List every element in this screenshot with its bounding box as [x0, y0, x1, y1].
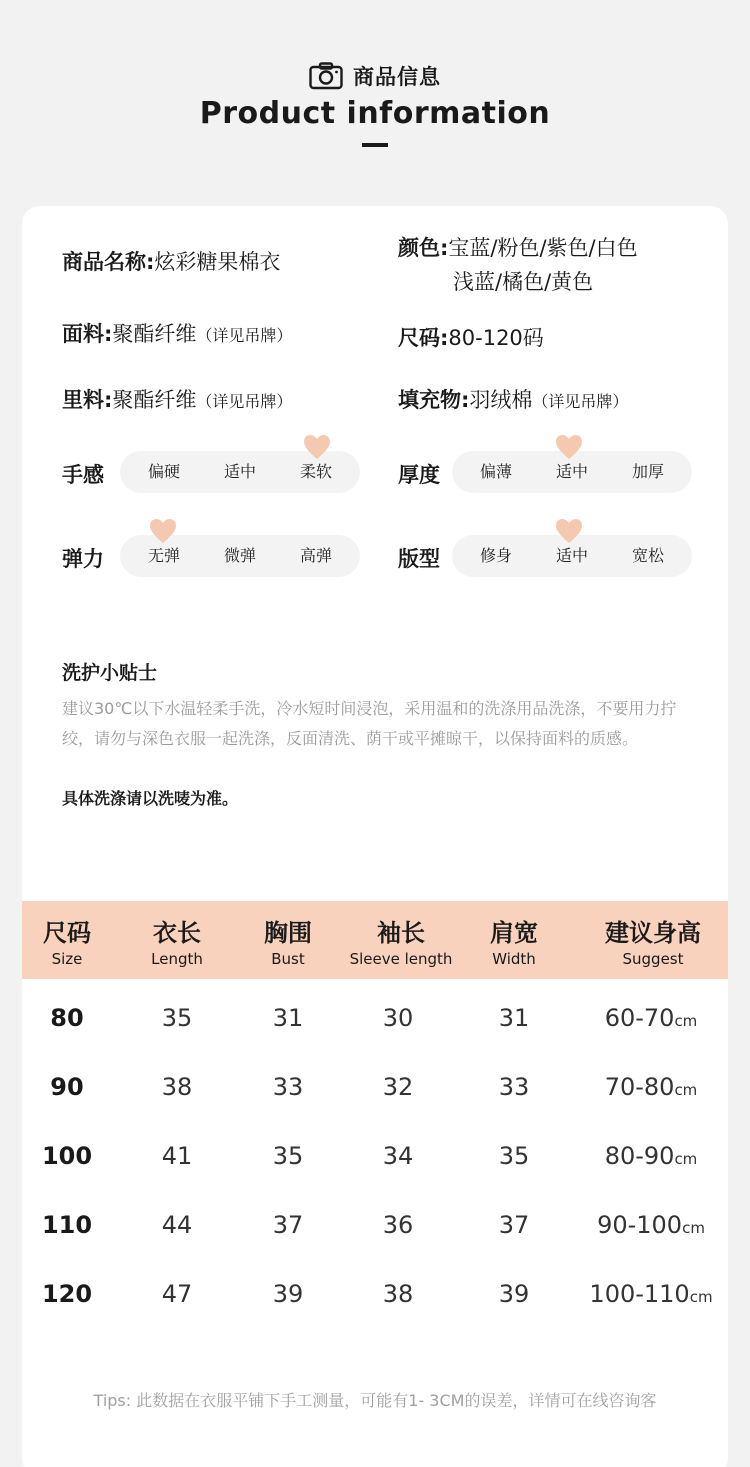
- table-cell: 31: [498, 1004, 530, 1032]
- column-header-cn: 胸围: [264, 919, 312, 947]
- product-name: [62, 246, 280, 276]
- care-tips-title: 洗护小贴士: [62, 662, 158, 684]
- product-color-label: 颜色:: [398, 236, 449, 260]
- column-header-en: Sleeve length: [349, 950, 453, 968]
- height-range: 90-100: [597, 1211, 683, 1239]
- measurement-footnote: Tips: 此数据在衣服平铺下手工测量，可能有1- 3CM的误差，详情可在线咨询客: [93, 1391, 657, 1410]
- column-header-cn: 肩宽: [490, 919, 538, 947]
- attr-option: 偏薄: [479, 462, 512, 481]
- heart-icon: [149, 518, 177, 544]
- product-fabric-note: （详见吊牌）: [196, 326, 293, 345]
- product-color: [398, 232, 638, 262]
- table-cell: 34: [382, 1142, 414, 1170]
- table-cell-height: [568, 1004, 728, 1032]
- column-header-cn: 袖长: [377, 919, 425, 947]
- heart-icon: [555, 434, 583, 460]
- height-range: 70-80: [604, 1073, 675, 1101]
- header-row: [0, 58, 750, 94]
- table-cell: 35: [498, 1142, 530, 1170]
- table-cell: 33: [498, 1073, 530, 1101]
- height-range: 60-70: [604, 1004, 675, 1032]
- table-cell-height: [568, 1280, 728, 1308]
- table-cell: 35: [272, 1142, 304, 1170]
- column-header-cn: 建议身高: [605, 919, 701, 947]
- attr-label-thickness: 厚度: [398, 463, 440, 487]
- table-cell-size: 90: [50, 1073, 84, 1101]
- table-cell-height: [568, 1073, 728, 1101]
- attr-option: 微弹: [223, 546, 256, 565]
- care-tips-emphasis: 具体洗涤请以洗唛为准。: [62, 789, 239, 808]
- product-color-value: 宝蓝/粉色/紫色/白色: [448, 236, 638, 260]
- height-unit: cm: [674, 1081, 698, 1099]
- table-cell-size: 80: [50, 1004, 84, 1032]
- table-cell: 31: [272, 1004, 304, 1032]
- table-cell-height: [568, 1142, 728, 1170]
- product-filling-label: 填充物:: [398, 388, 470, 412]
- column-header-en: Width: [492, 950, 536, 968]
- table-cell-height: [568, 1211, 728, 1239]
- attr-option: 柔软: [299, 462, 332, 481]
- product-size-value: 80-120码: [448, 326, 544, 350]
- attr-option: 无弹: [147, 546, 180, 565]
- column-header-en: Bust: [271, 950, 305, 968]
- attr-label-elasticity: 弹力: [62, 547, 104, 571]
- table-cell: 30: [382, 1004, 414, 1032]
- product-fabric-value: 聚酯纤维: [112, 322, 197, 346]
- table-cell: 41: [161, 1142, 193, 1170]
- product-size: [398, 322, 544, 352]
- attr-label-fit: 版型: [398, 547, 440, 571]
- table-cell-size: 120: [41, 1280, 93, 1308]
- product-lining-label: 里料:: [62, 388, 113, 412]
- table-cell: 37: [498, 1211, 530, 1239]
- height-range: 100-110: [589, 1280, 690, 1308]
- table-cell: 33: [272, 1073, 304, 1101]
- column-header-size: [22, 901, 112, 979]
- column-header-en: Size: [51, 950, 83, 968]
- column-header-sleeve: [338, 901, 464, 979]
- column-header-suggest: [578, 901, 728, 979]
- table-cell-size: 110: [41, 1211, 93, 1239]
- attr-option: 适中: [555, 462, 588, 481]
- table-cell: 38: [382, 1280, 414, 1308]
- table-cell: 35: [161, 1004, 193, 1032]
- column-header-width: [464, 901, 564, 979]
- column-header-cn: 衣长: [153, 919, 201, 947]
- info-card: [22, 206, 728, 1467]
- column-header-en: Suggest: [622, 950, 684, 968]
- camera-icon: [309, 62, 343, 90]
- attr-option: 高弹: [299, 546, 332, 565]
- product-color-value-2: 浅蓝/橘色/黄色: [453, 270, 594, 294]
- table-cell: 37: [272, 1211, 304, 1239]
- attr-label-hand-feel: 手感: [62, 463, 104, 487]
- product-filling-note: （详见吊牌）: [532, 392, 629, 411]
- column-header-bust: [238, 901, 338, 979]
- attr-option: 修身: [479, 546, 512, 565]
- table-cell-size: 100: [41, 1142, 93, 1170]
- care-tips-text: 建议30℃以下水温轻柔手洗，冷水短时间浸泡，采用温和的洗涤用品洗涤，不要用力拧绞，请勿与深色衣服一起洗涤，反面清洗、荫干或平摊晾干，以保持面料的质感。: [62, 699, 677, 748]
- title-divider: [362, 143, 388, 147]
- height-unit: cm: [689, 1288, 713, 1306]
- product-size-label: 尺码:: [398, 326, 449, 350]
- title-en: Product information: [199, 96, 551, 131]
- height-unit: cm: [674, 1012, 698, 1030]
- column-header-length: [122, 901, 232, 979]
- height-unit: cm: [674, 1150, 698, 1168]
- attr-option: 加厚: [631, 462, 664, 481]
- table-cell: 36: [382, 1211, 414, 1239]
- size-table-header: [22, 901, 728, 979]
- attr-option: 适中: [555, 546, 588, 565]
- product-name-label: 商品名称:: [62, 250, 155, 274]
- product-lining-value: 聚酯纤维: [112, 388, 197, 412]
- table-cell: 44: [161, 1211, 193, 1239]
- height-range: 80-90: [604, 1142, 675, 1170]
- column-header-en: Length: [151, 950, 203, 968]
- table-cell: 39: [498, 1280, 530, 1308]
- table-cell: 32: [382, 1073, 414, 1101]
- product-name-value: 炫彩糖果棉衣: [154, 250, 281, 274]
- product-filling-value: 羽绒棉: [469, 388, 533, 412]
- title-cn: 商品信息: [353, 65, 441, 89]
- height-unit: cm: [682, 1219, 705, 1237]
- table-cell: 39: [272, 1280, 304, 1308]
- heart-icon: [555, 518, 583, 544]
- product-fabric-label: 面料:: [62, 322, 113, 346]
- attr-option: 宽松: [631, 546, 664, 565]
- product-fabric: [62, 318, 292, 348]
- attr-option: 适中: [223, 462, 256, 481]
- column-header-cn: 尺码: [43, 919, 91, 947]
- table-cell: 38: [161, 1073, 193, 1101]
- table-cell: 47: [161, 1280, 193, 1308]
- product-lining: [62, 384, 292, 414]
- product-lining-note: （详见吊牌）: [196, 392, 293, 411]
- attr-option: 偏硬: [147, 462, 180, 481]
- heart-icon: [303, 434, 331, 460]
- product-filling: [398, 384, 628, 414]
- page-header: [0, 58, 750, 147]
